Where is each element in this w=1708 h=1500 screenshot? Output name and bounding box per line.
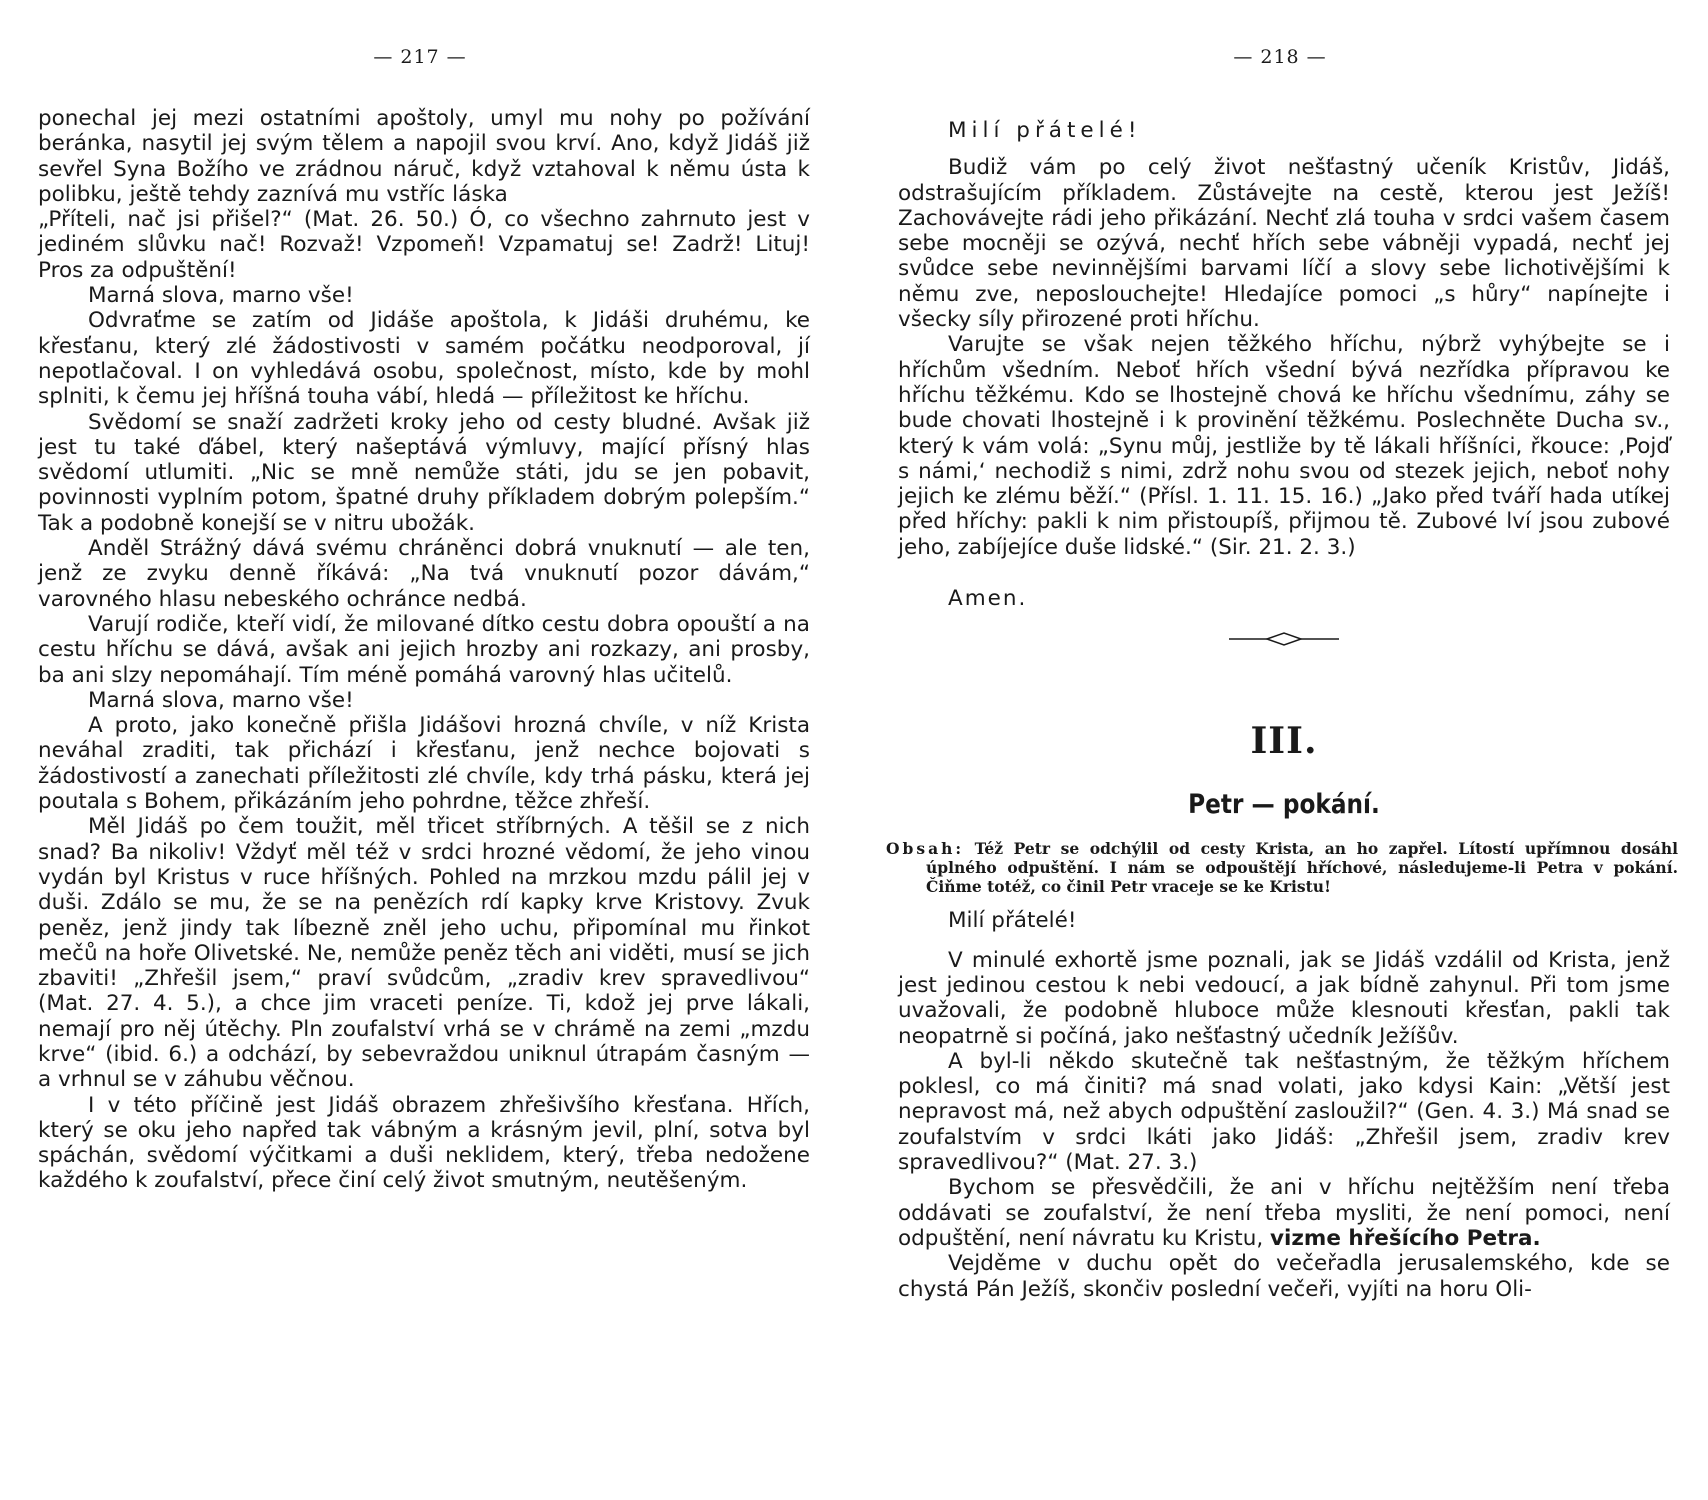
paragraph: Svědomí se snaží zadržeti kroky jeho od cesty bludné. Avšak již jest tu také ďábel, který našeptává výmluvy, mající přísný hlas svědomí utlumiti. „Nic se mně nemůže státi, jdu se jen pobavit, povinnosti vyplním potom, špatné druhy příkladem dobrým polepším.“ Tak a podobně konejší se v nitru ubožák.: [38, 409, 810, 536]
paragraph-text: Bychom se přesvědčili, že ani v hříchu nejtěžším není třeba oddávati se zoufalství, že není třeba mysliti, že není pomoci, není odpuštění, není návratu ku Kristu,: [898, 1175, 1670, 1251]
paragraph: Marná slova, marno vše!: [88, 687, 354, 713]
paragraph: Budiž vám po celý život nešťastný učeník Kristův, Jidáš, odstrašujícím příkladem. Zůstávejte na cestě, kterou jest Ježíš! Zachovávejte rádi jeho přikázání. Nechť zlá touha v srdci vašem časem sebe mocněji se ozývá, nechť hřích sebe vábněji vypadá, nechť jej svůdce sebe nevinnějšími barvami líčí a slovy sebe lichotivějšími k němu zve, neposlouchejte! Hledajíce pomoci „s hůry“ napínejte i všecky síly přirozené proti hříchu.: [898, 155, 1670, 333]
right-page: [880, 0, 1680, 1500]
right-page-text: [886, 118, 1678, 1302]
bold-phrase: vizme hřešícího Petra.: [1270, 1225, 1541, 1251]
amen: Amen.: [948, 586, 1028, 612]
greeting: Milí přátelé!: [948, 908, 1077, 934]
left-page-text: [38, 106, 810, 1194]
paragraph: Odvraťme se zatím od Jidáše apoštola, k Jidáši druhému, ke křesťanu, který zlé žádostivosti v samém počátku neodporoval, jí nepotlačoval. I on vyhledává osobu, společnost, místo, kde by mohl splniti, k čemu jej hříšná touha vábí, hledá — příležitost ke hříchu.: [38, 308, 810, 410]
page-number: — 217 —: [373, 46, 467, 68]
paragraph: Anděl Strážný dává svému chráněnci dobrá vnuknutí — ale ten, jenž ze zvyku denně říkává: „Na tvá vnuknutí pozor dávám,“ varovného hlasu nebeského ochránce nedbá.: [38, 536, 810, 612]
paragraph: [898, 1175, 1670, 1251]
paragraph: Marná slova, marno vše!: [88, 283, 354, 309]
diamond-ornament-icon: [1229, 629, 1339, 649]
section-number: III.: [1250, 720, 1318, 763]
greeting: Milí přátelé!: [948, 118, 1142, 143]
page-number: — 218 —: [1233, 46, 1327, 68]
summary-text: Též Petr se odchýlil od cesty Krista, an ho zapřel. Lítostí upřímnou dosáhl úplného odpuštění. I nám se odpouštějí hříchové, následujeme-li Petra v pokání. Čiňme totéž, co činil Petr vraceje se ke Kristu!: [926, 839, 1678, 897]
paragraph: Vejděme v duchu opět do večeřadla jerusalemského, kde se chystá Pán Ježíš, skončiv poslední večeři, vyjíti na horu Oli-: [898, 1251, 1670, 1302]
paragraph: Varují rodiče, kteří vidí, že milované dítko cestu dobra opouští a na cestu hříchu se dává, avšak ani jejich hrozby ani rozkazy, ani prosby, ba ani slzy nepomáhají. Tím méně pomáhá varovný hlas učitelů.: [38, 611, 810, 688]
left-page: [20, 0, 820, 1500]
paragraph: ponechal jej mezi ostatními apoštoly, umyl mu nohy po požívání beránka, nasytil jej svým tělem a napojil svou krví. Ano, když Jidáš již sevřel Syna Božího ve zrádnou náruč, když vztahoval k němu ústa k polibku, ještě tehdy zaznívá mu vstříc láska: [38, 106, 810, 207]
summary-label: Obsah:: [886, 839, 965, 859]
summary: [886, 839, 1678, 896]
ornament-divider: [898, 629, 1670, 653]
paragraph: I v této příčině jest Jidáš obrazem zhřešivšího křesťana. Hřích, který se oku jeho napřed tak vábným a krásným jevil, plní, sotva byl spáchán, svědomí výčitkami a duši neklidem, který, třeba nedožene každého k zoufalství, přece činí celý život smutným, neutěšeným.: [38, 1092, 810, 1194]
paragraph: Varujte se však nejen těžkého hříchu, nýbrž vyhýbejte se i hříchům všedním. Neboť hřích všední bývá nezřídka přípravou ke hříchu těžkému. Kdo se lhostejně chová ke hříchu všednímu, záhy se bude chovati lhostejně i k provinění těžkému. Poslechněte Ducha sv., který k vám volá: „Synu můj, jestliže by tě lákali hříšníci, řkouce: ‚Pojď s námi,‘ nechodiž s nimi, zdrž nohu svou od stezek jejich, neboť nohy jejich ke zlému běží.“ (Přísl. 1. 11. 15. 16.) „Jako před tváří hada utíkej před hříchy: pakli k nim přistoupíš, přijmou tě. Zubové lví jsou zubové jeho, zabíjejíce duše lidské.“ (Sir. 21. 2. 3.): [898, 332, 1670, 560]
paragraph: „Příteli, nač jsi přišel?“ (Mat. 26. 50.) Ó, co všechno zahrnuto jest v jediném slůvku nač! Rozvaž! Vzpomeň! Vzpamatuj se! Zadrž! Lituj! Pros za odpuštění!: [38, 207, 810, 283]
paragraph: A byl-li někdo skutečně tak nešťastným, že těžkým hříchem poklesl, co má činiti? má snad volati, jako kdysi Kain: „Větší jest nepravost má, než abych odpuštění zasloužil?“ (Gen. 4. 3.) Má snad se zoufalstvím v srdci lkáti jako Jidáš: „Zhřešil jsem, zradiv krev spravedlivou?“ (Mat. 27. 3.): [898, 1048, 1670, 1176]
section-title: Petr — pokání.: [1188, 789, 1380, 821]
paragraph: A proto, jako konečně přišla Jidášovi hrozná chvíle, v níž Krista neváhal zraditi, tak přichází i křesťanu, jenž nechce bojovati s žádostivostí a zanechati příležitosti zlé chvíle, kdy trhá pásku, která jej poutala s Bohem, přikázáním jeho pohrdne, těžce zhřeší.: [38, 713, 810, 815]
paragraph: Měl Jidáš po čem toužit, měl třicet stříbrných. A těšil se z nich snad? Ba nikoliv! Vždyť měl též v srdci hrozné vědomí, že jeho vinou vydán byl Kristus v ruce hříšných. Pohled na mrzkou mzdu pálil jej v duši. Zdálo se mu, že se na penězích rdí kapky krve Kristovy. Zvuk peněz, jenž jindy tak líbezně zněl jeho uchu, připomínal mu řinkot mečů na hoře Olivetské. Ne, nemůže peněz těch ani viděti, musí se jich zbaviti! „Zhřešil jsem,“ praví svůdcům, „zradiv krev spravedlivou“ (Mat. 27. 4. 5.), a chce jim vraceti peníze. Ti, kdož jej prve lákali, nemají pro něj útěchy. Pln zoufalství vrhá se v chrámě na zemi „mzdu krve“ (ibid. 6.) a odchází, by sebevraždou uniknul útrapám časným — a vrhnul se v záhubu věčnou.: [38, 814, 810, 1093]
paragraph: V minulé exhortě jsme poznali, jak se Jidáš vzdálil od Krista, jenž jest jedinou cestou k nebi vedoucí, a jak bídně zahynul. Při tom jsme uvažovali, že podobně hluboce může klesnouti křesťan, pakli tak neopatrně si počíná, jako nešťastný učedník Ježíšův.: [898, 947, 1670, 1049]
